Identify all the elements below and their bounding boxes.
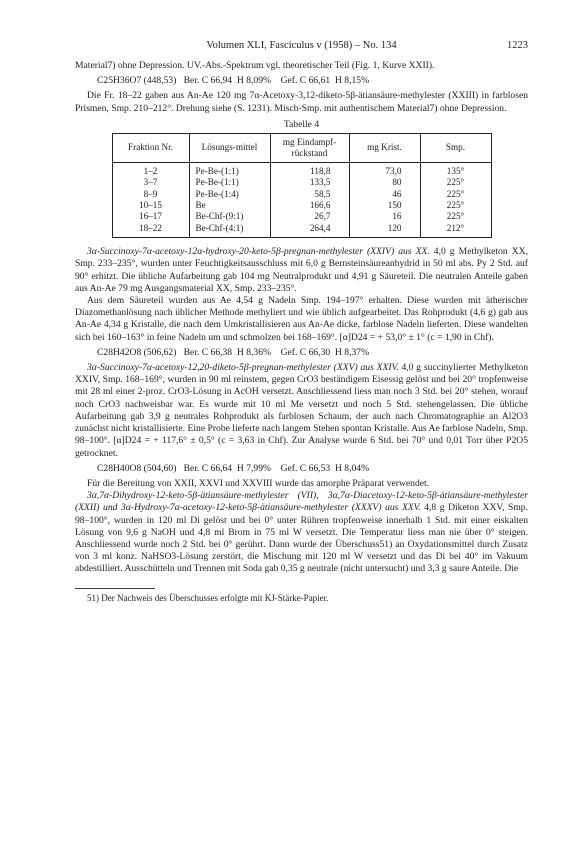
table-cell: 225°: [420, 189, 491, 200]
table-cell: 225°: [420, 211, 491, 222]
analysis-formula-1: C25H36O7 (448,53) Ber. C 66,94 H 8,09% Gef. C 66,61 H 8,15%: [97, 75, 370, 87]
paragraph-7-body: 4,8 g Diketon XXV, Smp. 98–100°, wurden in 120 ml Di gelöst und bei 0° unter Rühren tropfenweise innerhalb 1 Std. mit einer eiskalten Lösung von 9,6 g NaOH und 4,8 ml Brom in 75 ml W versetzt. Die Temperatur liess man nie über 0° steigen. Anschliessend wurde noch 2 Std. bei 0° gerührt. Dann wurde der Überschuss51) an Oxydationsmittel durch Zusatz von 3 ml konz. NaHSO3-Lösung zerstört, die Mischung mit 120 ml W versetzt und das Di bei 40° im Vakuum abdestilliert. Ausschütteln und Trennen mit Soda gab 0,35 g neutrale (nicht untersucht) und 3,3 g saure Anteile. Die: [75, 502, 528, 575]
table-row: [112, 162, 491, 177]
running-title: Volumen XLI, Fasciculus v (1958) – No. 134: [206, 40, 397, 51]
table-cell: 1–2: [143, 165, 158, 176]
table-cell: 225°: [420, 200, 491, 211]
paragraph-5-body: 4,0 g succinylierter Methylketon XXIV, Smp. 168–169°, wurden in 90 ml reinstem, gegen CrO3 beständigem Eisessig gelöst und bei 20° tropfenweise mit 28 ml einer 2-proz. CrO3-Lösung in AcOH versetzt. Anschliessend liess man noch 3 Std. bei 20° stehen, worauf noch CrO3 nachweisbar war. Es wurde mit 10 ml Me versetzt und noch 5 Std. stehengelassen. Die übliche Aufarbeitung gab 3,9 g neutrales Rohprodukt als farblosen Schaum, der auch nach Chromatographie an Al2O3 zunächst nicht kristallisierte. Eine Probe lieferte nach langem Stehen spontan Kristalle. Aus Ae farblose Nadeln, Smp. 98–100°. [α]D24 = + 117,6° ± 0,5° (c = 3,63 in Chf). Zur Analyse wurde 6 Std. bei 70° und 0,01 Torr über P2O5 getrocknet.: [75, 362, 528, 459]
table-row: [112, 211, 491, 222]
compound-title-xxv: 3α-Succinoxy-7α-acetoxy-12,20-diketo-5β-pregnan-methylester (XXV) aus XXIV.: [87, 362, 399, 374]
table-cell: 150: [349, 200, 420, 211]
table-cell: 80: [349, 177, 420, 188]
table-cell: 212°: [420, 223, 491, 238]
page-number: 1223: [507, 40, 528, 51]
table-cell: Pe-Be-(1:1): [189, 162, 270, 177]
paragraph-7: [75, 490, 528, 575]
paragraph-3: [75, 246, 528, 295]
paragraph-3-body: 4,0 g Methylketon XX, Smp. 233–235°, wurden unter Feuchtigkeitsausschluss mit 6,0 g Bernsteinsäureanhydrid in 50 ml abs. Py 2 Std. auf 90° erhitzt. Die übliche Aufarbeitung gab 104 mg Neutralprodukt und 4,91 g Säureteil. Die neutralen Anteile gaben aus An-Ae 79 mg Ausgangsmaterial XX, Smp. 233–235°.: [75, 246, 528, 294]
table-header-cell: Smp.: [420, 133, 491, 162]
compound-title-xxiv: 3α-Succinoxy-7α-acetoxy-12α-hydroxy-20-keto-5β-pregnan-methylester (XXIV) aus XX.: [87, 246, 430, 258]
table-cell: 133,5: [270, 177, 349, 188]
table-header-cell: mg Krist.: [349, 133, 420, 162]
table-cell: 3–7: [143, 177, 158, 188]
table-cell: 8–9: [143, 188, 158, 199]
table-cell: Be: [189, 200, 270, 211]
table-header-cell: mg Eindampf-rückstand: [270, 133, 349, 162]
table-cell: 16: [349, 211, 420, 222]
paragraph-2: Die Fr. 18–22 gaben aus An-Ae 120 mg 7α-Acetoxy-3,12-diketo-5β-ätiansäure-methylester (XXIII) in farblosen Prismen, Smp. 210–212°. Drehung siehe (S. 1231). Misch-Smp. mit authentischem Material7) ohne Depression.: [75, 90, 528, 114]
table-row: [112, 177, 491, 188]
table-cell: 10–15: [139, 200, 162, 211]
analysis-formula-3: C28H40O8 (504,60) Ber. C 66,64 H 7,99% Gef. C 66,53 H 8,04%: [97, 462, 370, 474]
table-cell: 16–17: [139, 211, 162, 222]
table-cell: 58,5: [270, 189, 349, 200]
table-header-cell: Lösungs-mittel: [189, 133, 270, 162]
table-cell: 225°: [420, 177, 491, 188]
paragraph-4: Aus dem Säureteil wurden aus Ae 4,54 g Nadeln Smp. 194–197° erhalten. Diese wurden mit ätherischer Diazomethanlösung nach üblicher Methode methyliert und wie üblich aufgearbeitet. Das Rohprodukt (4,6 g) gab aus An-Ae 4,34 g Kristalle, die nach dem Umkristallisieren aus An-Ae dicke, farblose Nadeln lieferten. Diese wandelten sich bei 160–163° in feine Nadeln um und schmolzen bei 168–169°. [α]D24 = + 53,0° ± 1° (c = 1,90 in Chf).: [75, 295, 528, 343]
table-cell: 118,8: [270, 162, 349, 177]
table-cell: 26,7: [270, 211, 349, 222]
paragraph-1: Material7) ohne Depression. UV.-Abs.-Spektrum vgl. theoretischer Teil (Fig. 1, Kurve XXII).: [75, 60, 435, 71]
table-caption: Tabelle 4: [283, 118, 320, 130]
table-header-cell: Fraktion Nr.: [112, 133, 189, 162]
paragraph-5: [75, 362, 528, 460]
compound-title-vii: 3α,7α-Dihydroxy-12-keto-5β-ätiansäure-methylester (VII), 3α,7α-Diacetoxy-12-keto-5β-ätiansäure-methylester (XXII) und 3α-Hydroxy-7α-acetoxy-12-keto-5β-ätiansäure-methylester (XXXV) aus XXV.: [75, 490, 528, 514]
table-cell: Pe-Be-(1:4): [189, 189, 270, 200]
table-row: [112, 189, 491, 200]
table-row: [112, 223, 491, 238]
table-cell: 46: [349, 189, 420, 200]
table-row: [112, 200, 491, 211]
footnote-rule: [75, 588, 155, 589]
table-cell: Be-Chf-(4:1): [189, 223, 270, 238]
table-cell: 120: [349, 223, 420, 238]
table-cell: Be-Chf-(9:1): [189, 211, 270, 222]
table-cell: 264,4: [270, 223, 349, 238]
table-cell: 18–22: [139, 222, 162, 233]
paragraph-6: Für die Bereitung von XXII, XXVI und XXVIII wurde das amorphe Präparat verwendet.: [87, 477, 430, 489]
table-cell: Pe-Be-(1:1): [189, 177, 270, 188]
fraction-table: [112, 133, 492, 238]
table-cell: 135°: [420, 162, 491, 177]
analysis-formula-2: C28H42O8 (506,62) Ber. C 66,38 H 8,36% Gef. C 66,30 H 8,37%: [97, 346, 370, 358]
table-cell: 73,0: [349, 162, 420, 177]
table-cell: 166,6: [270, 200, 349, 211]
running-header: [75, 40, 528, 56]
footnote-51: 51) Der Nachweis des Überschusses erfolgte mit KJ-Stärke-Papier.: [87, 592, 329, 603]
